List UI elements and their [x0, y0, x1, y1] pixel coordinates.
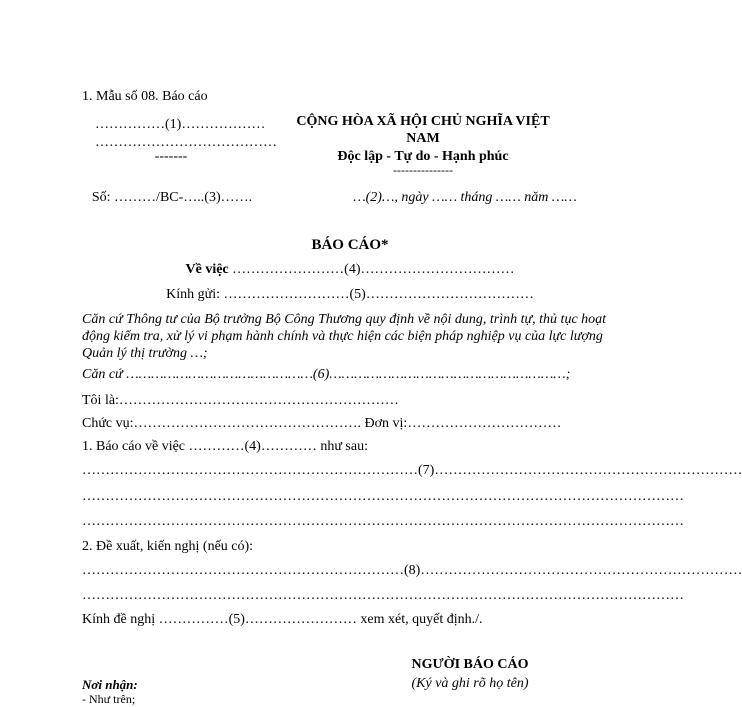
- request-line: Kính đề nghị ……………(5)…………………… xem xét, quyết định./.: [82, 612, 483, 627]
- subject-fill: ……………………(4)……………………………: [228, 262, 515, 277]
- section-1-line-2: …………………………………………………………………………………………………………………: [82, 489, 684, 504]
- basis-paragraph: Căn cứ Thông tư của Bộ trưởng Bộ Công Thương quy định về nội dung, trình tự, thủ tục hoạt động kiểm tra, xử lý vi phạm hành chính và thực hiện các biện pháp nghiệp vụ của lực lượng Quản lý thị trường …;: [82, 312, 607, 361]
- national-title-line-2: NAM: [406, 131, 440, 146]
- reporter-name-line: Tôi là:……………………………………………………: [82, 393, 399, 408]
- place-date: …(2)…, ngày …… tháng …… năm ……: [353, 190, 577, 205]
- signer-note: (Ký và ghi rõ họ tên): [411, 676, 529, 691]
- subject-label: Về việc: [185, 262, 229, 277]
- section-2-line-1: ……………………………………………………………(8)……………………………………………………………: [82, 563, 742, 578]
- agency-divider: -------: [154, 149, 188, 164]
- national-motto: Độc lập - Tự do - Hạnh phúc: [337, 149, 509, 164]
- report-recipient: [0, 287, 700, 303]
- agency-line-2: …………………………………: [95, 135, 277, 150]
- national-title-line-1: CỘNG HÒA XÃ HỘI CHỦ NGHĨA VIỆT: [296, 114, 550, 129]
- section-1-line-1: ………………………………………………………………(7)…………………………………………………………: [82, 463, 742, 478]
- form-label: 1. Mẫu số 08. Báo cáo: [82, 89, 208, 104]
- basis-line: Căn cứ ………………………………………(6)…………………………………………………;: [82, 367, 571, 382]
- section-1-title: 1. Báo cáo về việc …………(4)………… như sau:: [82, 439, 368, 454]
- report-title: BÁO CÁO*: [311, 237, 389, 253]
- position-unit-line: Chức vụ:…………………………………………. Đơn vị:……………………………: [82, 416, 562, 431]
- recipient-label: Kính gửi:: [166, 287, 224, 302]
- section-2-title: 2. Đề xuất, kiến nghị (nếu có):: [82, 539, 254, 554]
- document-number: Số: ………/BC-…..(3)…….: [91, 190, 253, 205]
- motto-divider: ---------------: [393, 163, 453, 177]
- section-2-line-2: …………………………………………………………………………………………………………………: [82, 588, 684, 603]
- recipients-label: Nơi nhận:: [82, 677, 138, 692]
- signer-title: NGƯỜI BÁO CÁO: [411, 657, 529, 672]
- recipient-fill: ………………………(5)………………………………: [223, 287, 534, 302]
- recipients-item: - Như trên;: [82, 692, 136, 706]
- report-subject: [0, 262, 700, 278]
- agency-line-1: ……………(1)………………: [95, 117, 266, 132]
- section-1-line-3: …………………………………………………………………………………………………………………: [82, 514, 684, 529]
